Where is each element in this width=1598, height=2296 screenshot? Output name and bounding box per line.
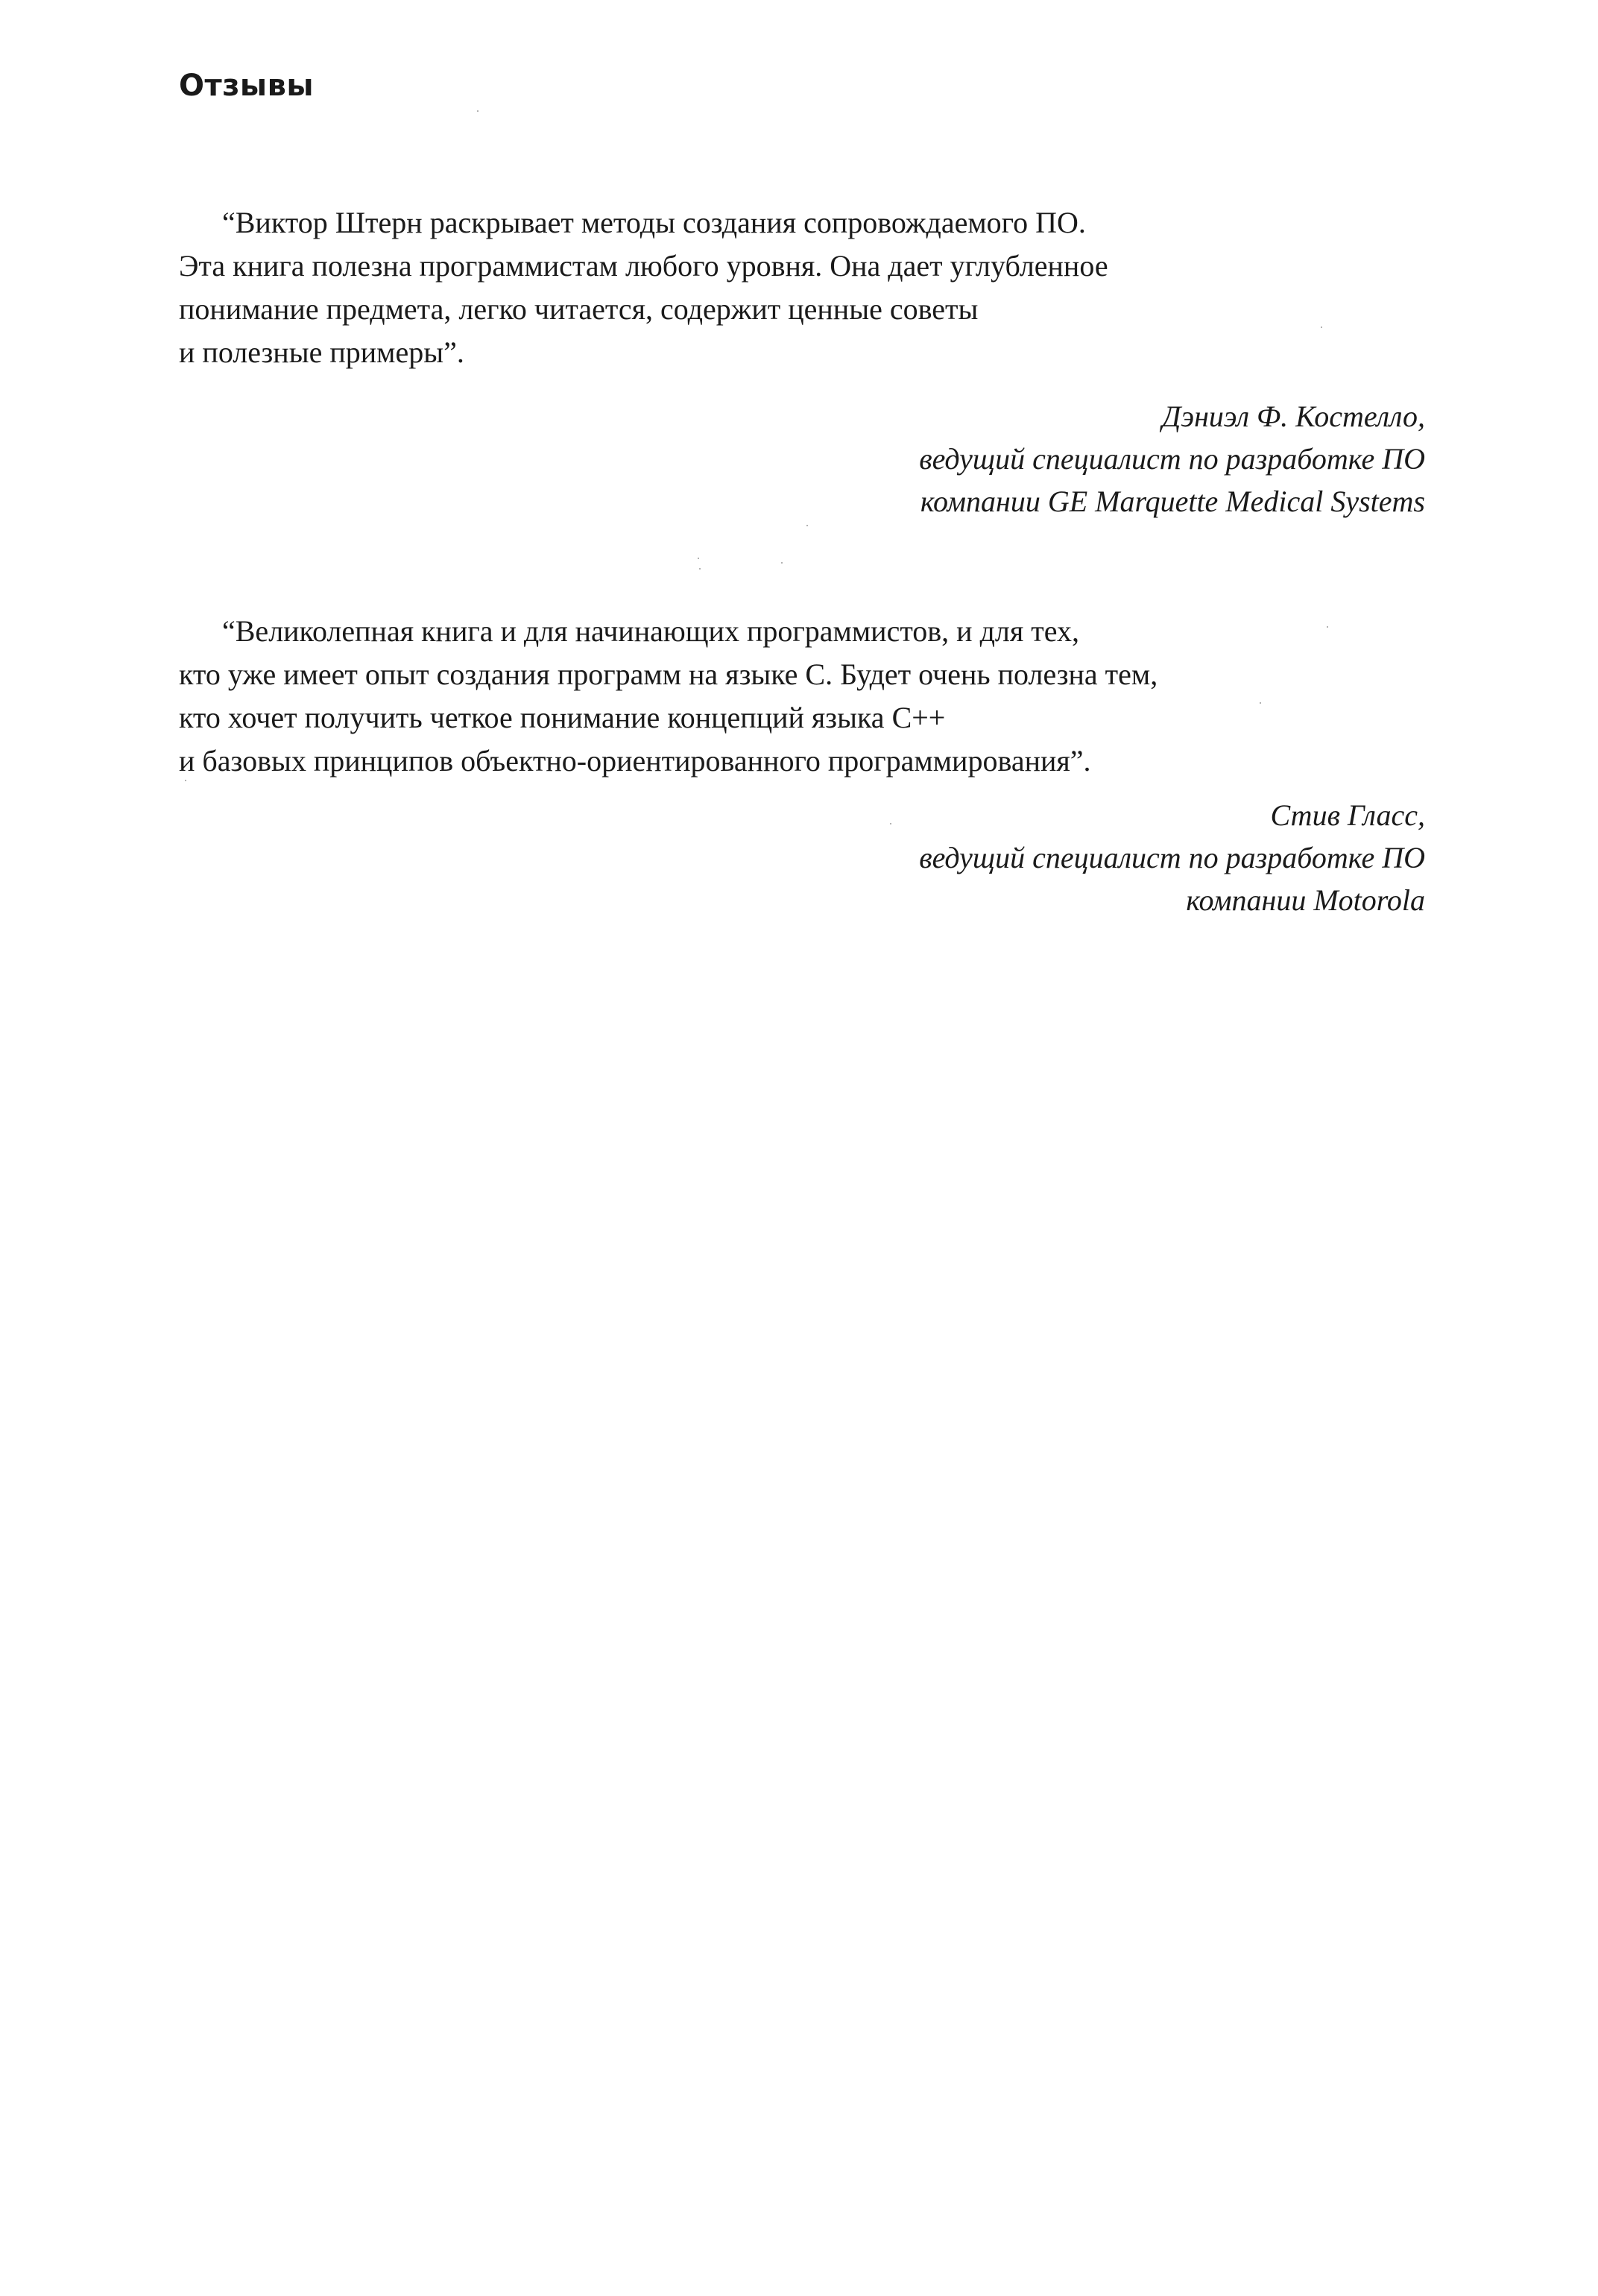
reviewer-company: компании GE Marquette Medical Systems <box>920 485 1425 518</box>
scan-speck <box>806 525 808 526</box>
scan-speck <box>1321 327 1322 328</box>
quote-line: и базовых принципов объектно-ориентированного программирования”. <box>179 744 1091 778</box>
quote-line: “Великолепная книга и для начинающих программистов, и для тех, <box>222 614 1079 648</box>
scan-speck <box>185 780 186 781</box>
quote-line: Эта книга полезна программистам любого уровня. Она дает углубленное <box>179 249 1108 283</box>
quote-line: понимание предмета, легко читается, содержит ценные советы <box>179 292 979 326</box>
reviewer-role: ведущий специалист по разработке ПО <box>919 442 1425 476</box>
scan-speck <box>1327 626 1328 628</box>
quote-line: “Виктор Штерн раскрывает методы создания сопровождаемого ПО. <box>222 206 1086 239</box>
review-attribution-1 <box>919 395 1425 523</box>
scan-speck <box>1260 702 1261 704</box>
quote-line: кто хочет получить четкое понимание концепций языка C++ <box>179 701 946 734</box>
quote-line: кто уже имеет опыт создания программ на языке C. Будет очень полезна тем, <box>179 657 1158 691</box>
scan-speck <box>890 823 891 824</box>
scan-speck <box>699 568 701 570</box>
reviewer-name: Дэниэл Ф. Костелло, <box>1162 400 1425 433</box>
reviewer-name: Стив Гласс, <box>1270 798 1425 832</box>
review-quote-2 <box>179 610 1446 783</box>
quote-line: и полезные примеры”. <box>179 335 464 369</box>
reviewer-company: компании Motorola <box>1186 883 1425 917</box>
reviewer-role: ведущий специалист по разработке ПО <box>919 841 1425 874</box>
review-quote-1 <box>179 201 1446 374</box>
page-title: Отзывы <box>179 69 315 103</box>
review-attribution-2 <box>919 794 1425 921</box>
scan-speck <box>781 562 783 564</box>
scan-speck <box>698 558 699 559</box>
scan-speck <box>477 110 479 112</box>
